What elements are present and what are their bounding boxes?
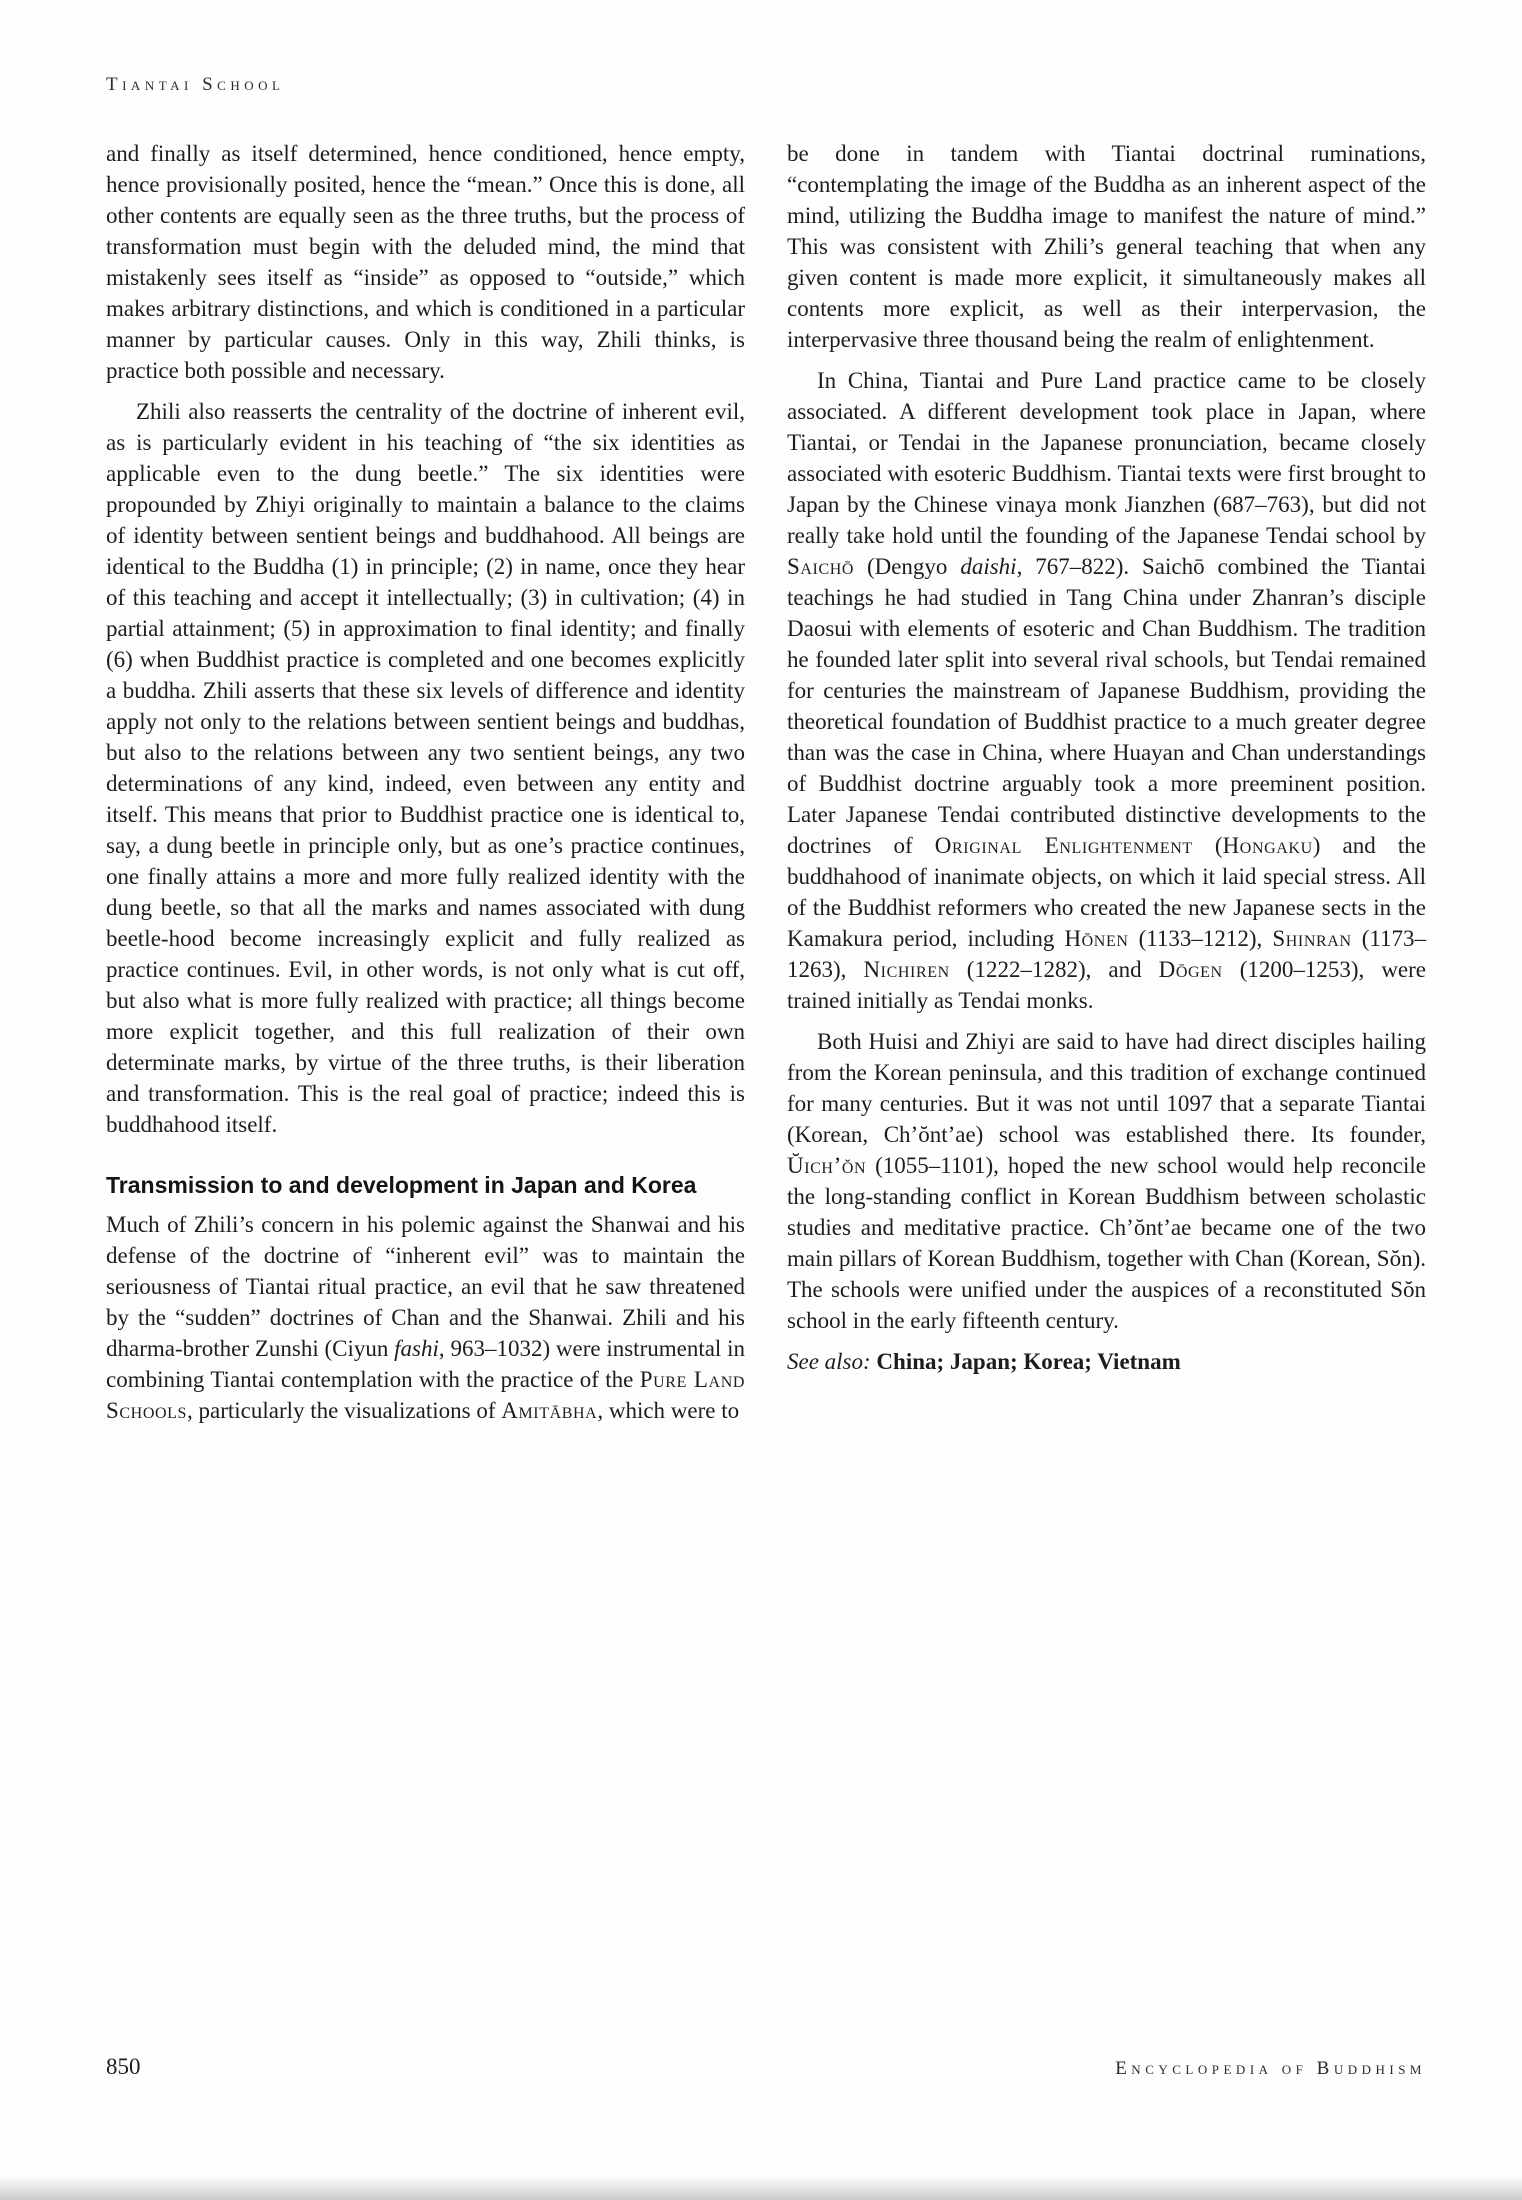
paragraph: Both Huisi and Zhiyi are said to have had direct disciples hailing from the Korean peninsula, and this tradition of exchange continued for many centuries. But it was not until 1097 that a separate Tiantai (Korean, Ch’ŏnt’ae) school was established there. Its founder, Ŭich’ŏn (1055–1101), hoped the new school would help reconcile the long-standing conflict in Korean Buddhism between scholastic studies and meditative practice. Ch’ŏnt’ae became one of the two main pillars of Korean Buddhism, together with Chan (Korean, Sŏn). The schools were unified under the auspices of a reconstituted Sŏn school in the early fifteenth century. <box>787 1029 1426 1333</box>
left-column <box>106 138 745 1426</box>
article-body <box>106 138 1426 1426</box>
page-footer <box>106 2054 1426 2080</box>
running-head: Tiantai School <box>106 74 285 95</box>
paragraph: Zhili also reasserts the centrality of the doctrine of inherent evil, as is particularly evident in his teaching of “the six identities as applicable even to the dung beetle.” The six identities were propounded by Zhiyi originally to maintain a balance to the claims of identity between sentient beings and buddhahood. All beings are identical to the Buddha (1) in principle; (2) in name, once they hear of this teaching and accept it intellectually; (3) in cultivation; (4) in partial attainment; (5) in approximation to final identity; and finally (6) when Buddhist practice is completed and one becomes explicitly a buddha. Zhili asserts that these six levels of difference and identity apply not only to the relations between sentient beings and buddhas, but also to the relations between any two sentient beings, any two determinations of any kind, indeed, even between any entity and itself. This means that prior to Buddhist practice one is identical to, say, a dung beetle in principle only, but as one’s practice continues, one finally attains a more and more fully realized identity with the dung beetle, so that all the marks and names associated with dung beetle-hood become increasingly explicit and fully realized as practice continues. Evil, in other words, is not only what is cut off, but also what is more fully realized with practice; all things become more explicit together, and this full realization of their own determinate marks, by virtue of the three truths, is their liberation and transformation. This is the real goal of practice; indeed this is buddhahood itself. <box>106 399 745 1137</box>
section-heading: Transmission to and development in Japan and Korea <box>106 1172 697 1198</box>
paragraph: be done in tandem with Tiantai doctrinal ruminations, “contemplating the image of the Buddha as an inherent aspect of the mind, utilizing the Buddha image to manifest the nature of mind.” This was consistent with Zhili’s general teaching that when any given content is made more explicit, it simultaneously makes all contents more explicit, as well as their interpervasion, the interpervasive three thousand being the realm of enlightenment. <box>787 141 1426 352</box>
paragraph: and finally as itself determined, hence conditioned, hence empty, hence provisionally posited, hence the “mean.” Once this is done, all other contents are equally seen as the three truths, but the process of transformation must begin with the deluded mind, the mind that mistakenly sees itself as “inside” as opposed to “outside,” which makes arbitrary distinctions, and which is conditioned in a particular manner by particular causes. Only in this way, Zhili thinks, is practice both possible and necessary. <box>106 141 745 383</box>
paragraph: Much of Zhili’s concern in his polemic against the Shanwai and his defense of the doctrine of “inherent evil” was to maintain the seriousness of Tiantai ritual practice, an evil that he saw threatened by the “sudden” doctrines of Chan and the Shanwai. Zhili and his dharma-brother Zunshi (Ciyun fashi, 963–1032) were instrumental in combining Tiantai contemplation with the practice of the Pure Land Schools, particularly the visualizations of Amitābha, which were to <box>106 1212 746 1423</box>
paragraph: In China, Tiantai and Pure Land practice came to be closely associated. A different development took place in Japan, where Tiantai, or Tendai in the Japanese pronunciation, became closely associated with esoteric Buddhism. Tiantai texts were first brought to Japan by the Chinese vinaya monk Jianzhen (687–763), but did not really take hold until the founding of the Japanese Tendai school by Saichō (Dengyo daishi, 767–822). Saichō combined the Tiantai teachings he had studied in Tang China under Zhanran’s disciple Daosui with elements of esoteric and Chan Buddhism. The tradition he founded later split into several rival schools, but Tendai remained for centuries the mainstream of Japanese Buddhism, providing the theoretical foundation of Buddhist practice to a much greater degree than was the case in China, where Huayan and Chan understandings of Buddhist doctrine arguably took a more preeminent position. Later Japanese Tendai contributed distinctive developments to the doctrines of Original Enlightenment (Hongaku) and the buddhahood of inanimate objects, on which it laid special stress. All of the Buddhist reformers who created the new Japanese sects in the Kamakura period, including Hōnen (1133–1212), Shinran (1173–1263), Nichiren (1222–1282), and Dōgen (1200–1253), were trained initially as Tendai monks. <box>787 368 1427 1013</box>
page-number: 850 <box>106 2054 141 2079</box>
scan-edge <box>0 2176 1522 2200</box>
see-also: See also: China; Japan; Korea; Vietnam <box>787 1349 1181 1374</box>
book-title: Encyclopedia of Buddhism <box>1115 2058 1426 2079</box>
right-column <box>787 138 1426 1426</box>
